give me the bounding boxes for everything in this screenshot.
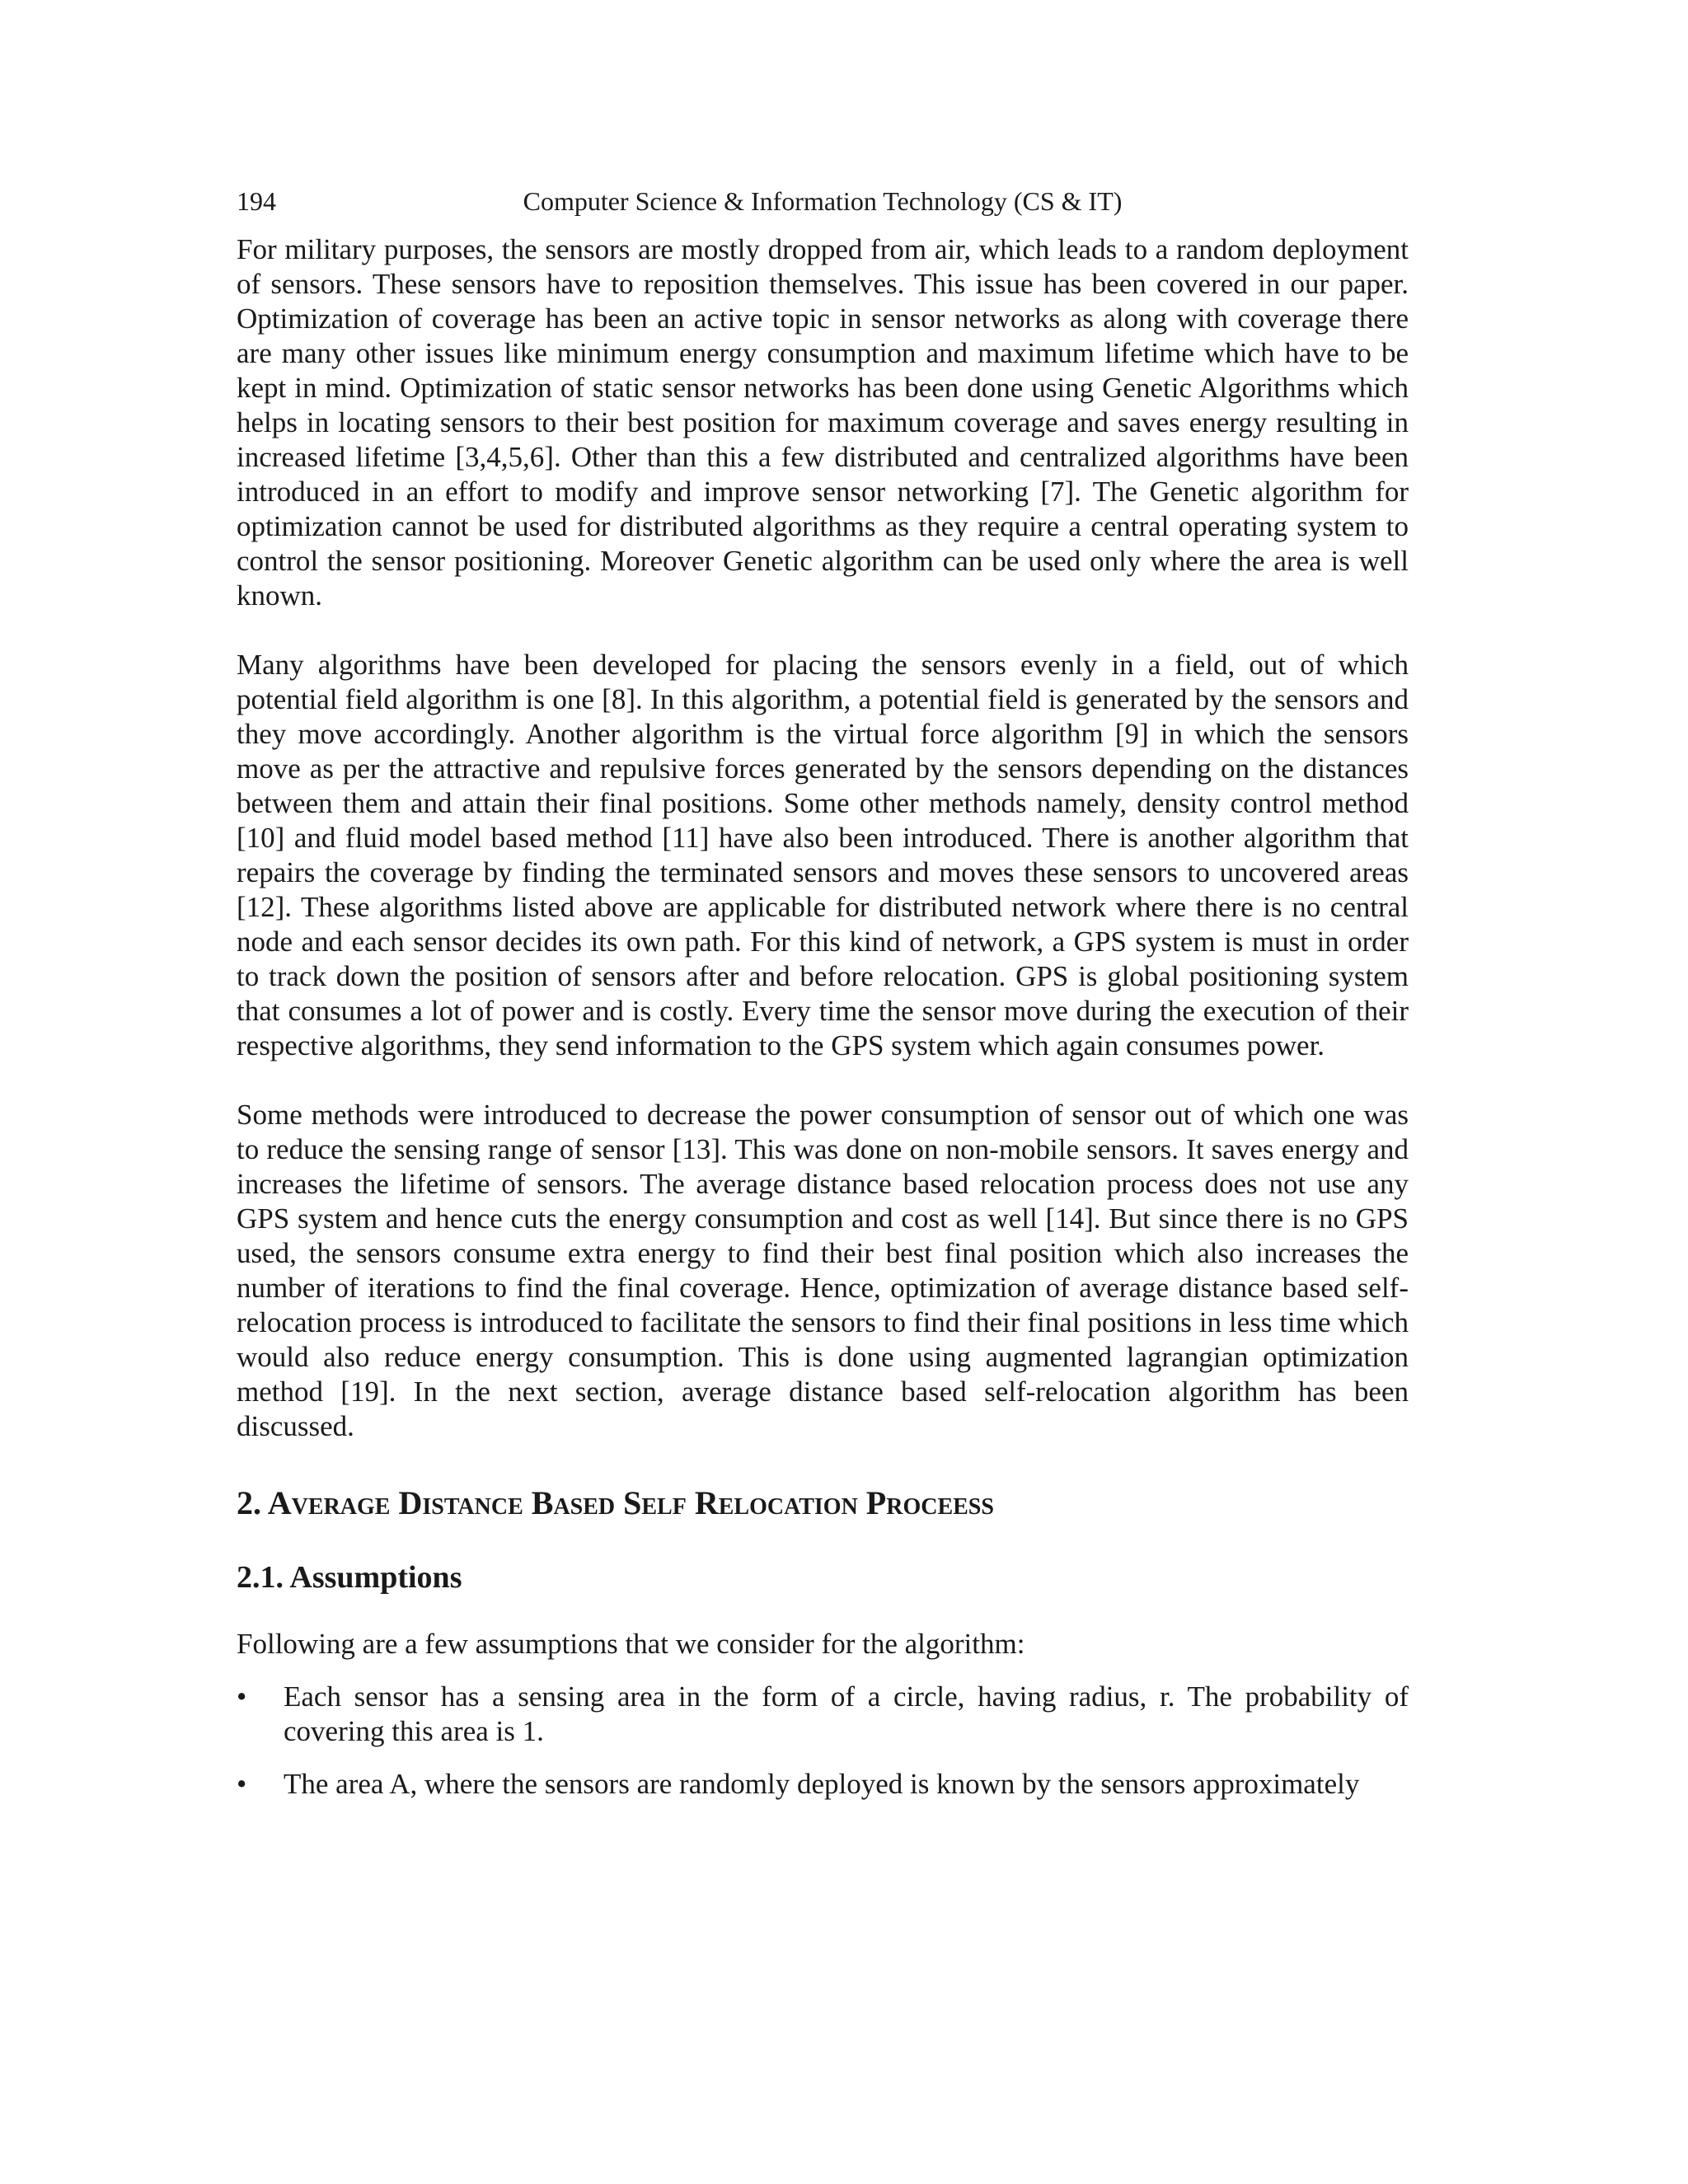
list-item [237,1767,1409,1802]
paragraph-3: Some methods were introduced to decrease the power consumption of sensor out of which one was to reduce the sensing range of sensor [13]. This was done on non-mobile sensors. It saves energy and increases the lifetime of sensors. The average distance based relocation process does not use any GPS system and hence cuts the energy consumption and cost as well [14]. But since there is no GPS used, the sensors consume extra energy to find their best final position which also increases the number of iterations to find the final coverage. Hence, optimization of average distance based self-relocation process is introduced to facilitate the sensors to find their final positions in less time which would also reduce energy consumption. This is done using augmented lagrangian optimization method [19]. In the next section, average distance based self-relocation algorithm has been discussed. [237,1099,1409,1442]
bullet-icon: • [237,1680,247,1713]
running-header [237,183,1409,219]
paragraph-2: Many algorithms have been developed for placing the sensors evenly in a field, out of which potential field algorithm is one [8]. In this algorithm, a potential field is generated by the sensors and they move accordingly. Another algorithm is the virtual force algorithm [9] in which the sensors move as per the attractive and repulsive forces generated by the sensors depending on the distances between them and attain their final positions. Some other methods namely, density control method [10] and fluid model based method [11] have also been introduced. There is another algorithm that repairs the coverage by finding the terminated sensors and moves these sensors to uncovered areas [12]. These algorithms listed above are applicable for distributed network where there is no central node and each sensor decides its own path. For this kind of network, a GPS system is must in order to track down the position of sensors after and before relocation. GPS is global positioning system that consumes a lot of power and is costly. Every time the sensor move during the execution of their respective algorithms, they send information to the GPS system which again consumes power. [237,649,1409,1062]
paragraph-1: For military purposes, the sensors are mostly dropped from air, which leads to a random deployment of sensors. These sensors have to reposition themselves. This issue has been covered in our paper. Optimization of coverage has been an active topic in sensor networks as along with coverage there are many other issues like minimum energy consumption and maximum lifetime which have to be kept in mind. Optimization of static sensor networks has been done using Genetic Algorithms which helps in locating sensors to their best position for maximum coverage and saves energy resulting in increased lifetime [3,4,5,6]. Other than this a few distributed and centralized algorithms have been introduced in an effort to modify and improve sensor networking [7]. The Genetic algorithm for optimization cannot be used for distributed algorithms as they require a central operating system to control the sensor positioning. Moreover Genetic algorithm can be used only where the area is well known. [237,233,1409,612]
section-heading: 2. Average Distance Based Self Relocation Proceess [237,1484,994,1521]
subsection-heading: 2.1. Assumptions [237,1560,462,1595]
list-item [237,1680,1409,1749]
bullet-icon: • [237,1768,247,1800]
list-item-text: The area A, where the sensors are randomly deployed is known by the sensors approximately [284,1768,1360,1800]
list-item-text: Each sensor has a sensing area in the form of a circle, having radius, r. The probability of covering this area is 1. [284,1680,1409,1747]
journal-title: Computer Science & Information Technology (CS & IT) [523,186,1123,216]
assumptions-list [237,1680,1409,1802]
body-text [237,232,1409,1820]
page-number: 194 [237,186,276,216]
assumptions-intro: Following are a few assumptions that we consider for the algorithm: [237,1628,1025,1660]
